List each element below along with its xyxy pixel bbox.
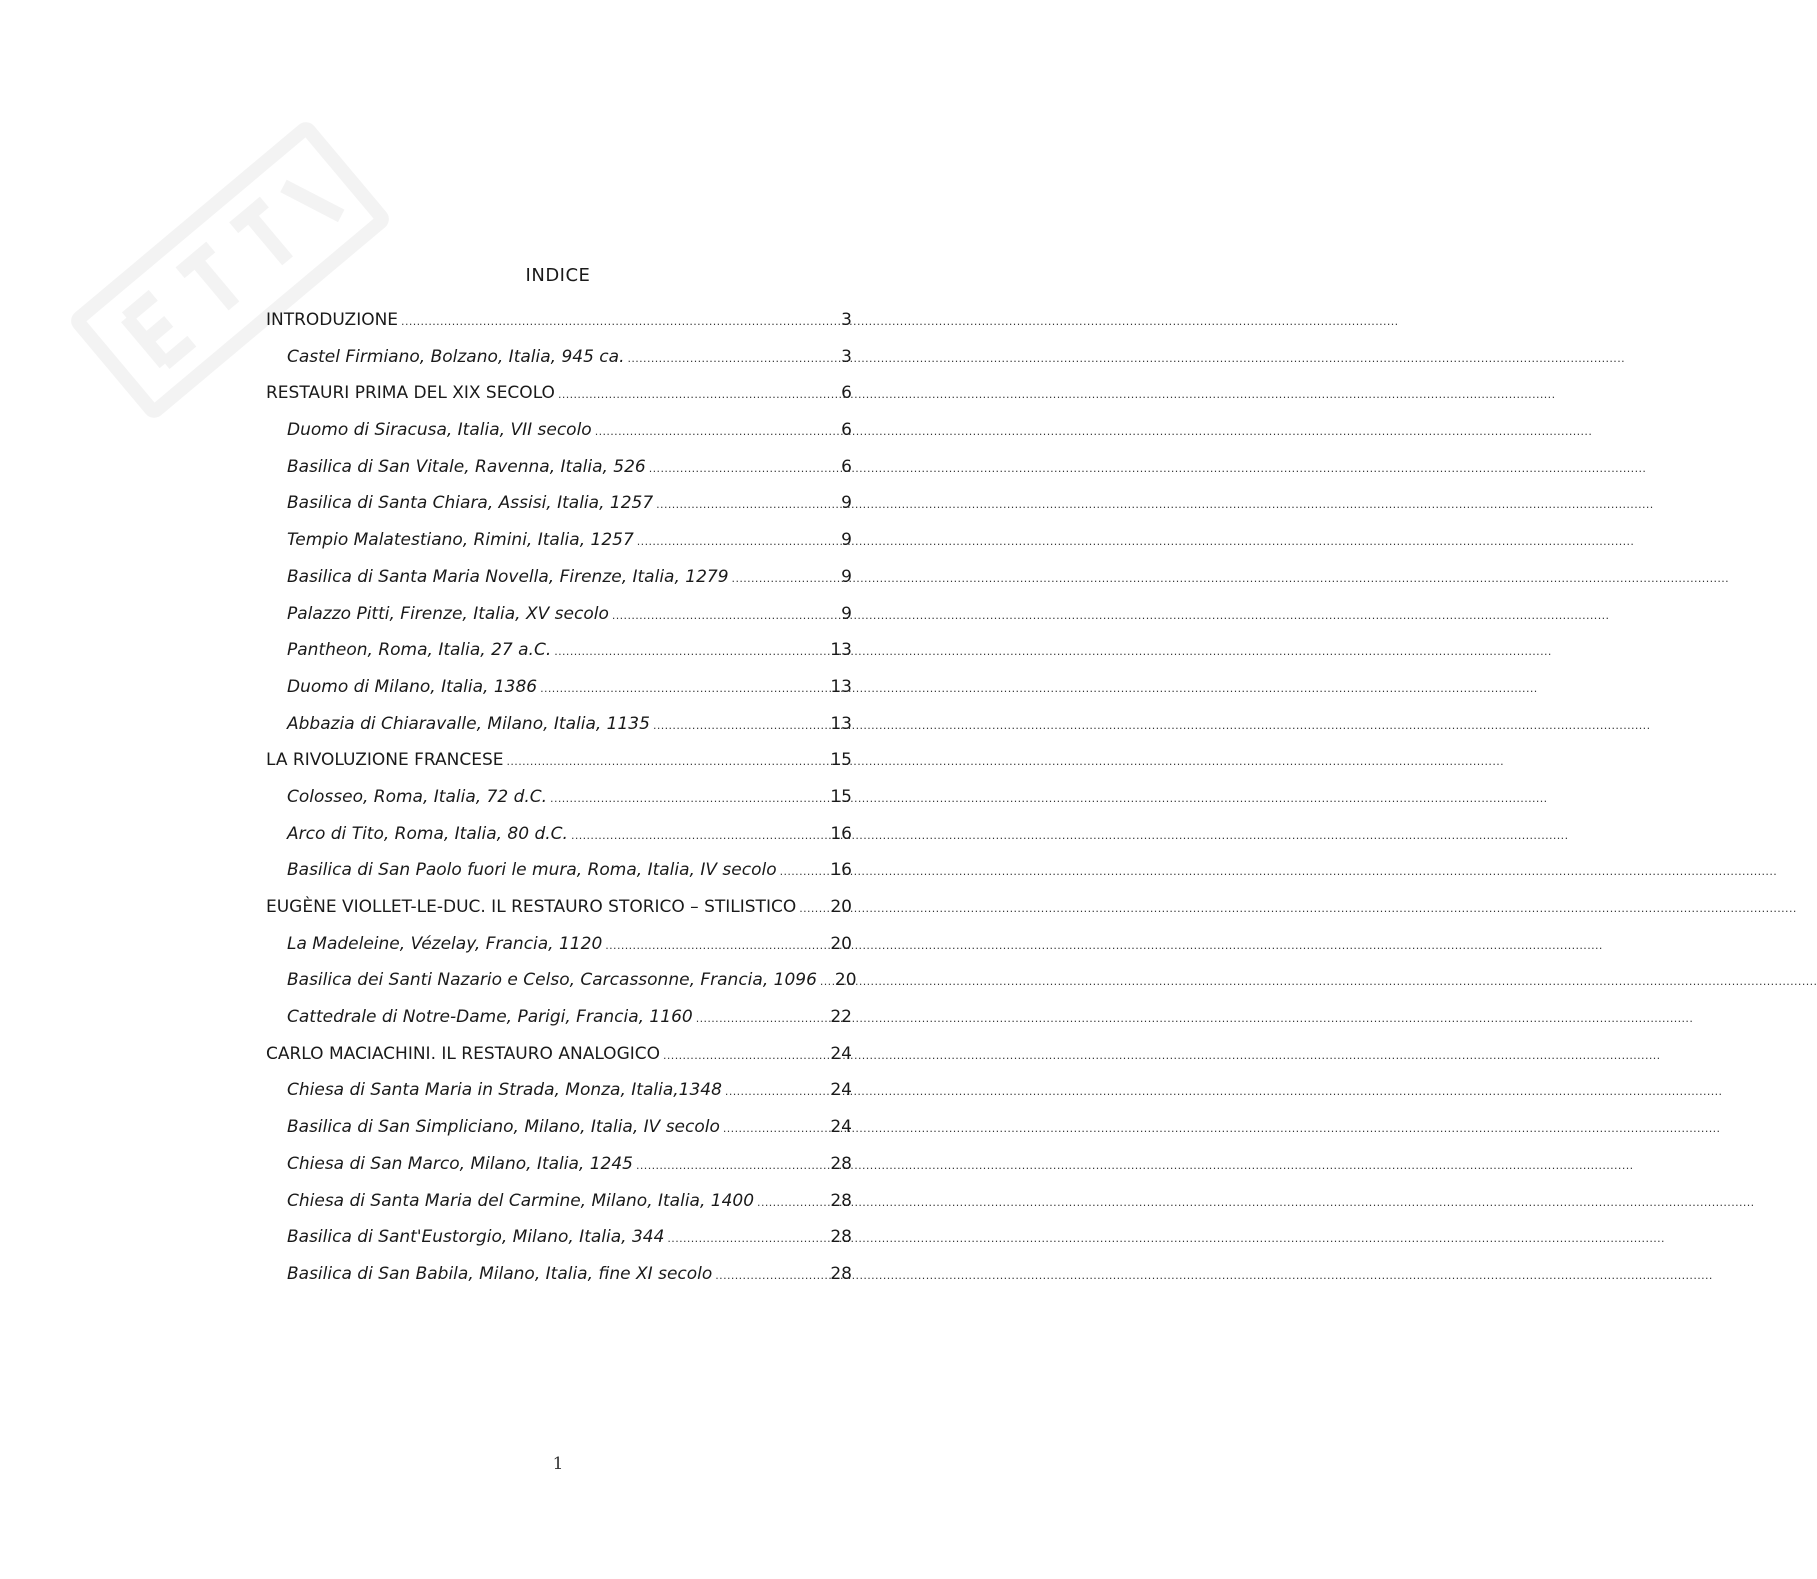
toc-entry-title: Palazzo Pitti, Firenze, Italia, XV secolo xyxy=(287,603,609,624)
toc-section-entry[interactable] xyxy=(266,816,852,853)
toc-dot-leader xyxy=(649,449,835,488)
toc-entry-page: 6 xyxy=(841,420,852,441)
toc-entry-page: 15 xyxy=(830,786,852,807)
toc-entry-page: 16 xyxy=(830,860,852,881)
toc-chapter-entry[interactable] xyxy=(266,1036,852,1073)
toc-dot-leader xyxy=(715,1256,827,1295)
toc-dot-leader xyxy=(799,889,827,928)
toc-dot-leader xyxy=(653,706,827,745)
toc-section-entry[interactable] xyxy=(266,449,852,486)
table-of-contents xyxy=(266,302,857,1293)
toc-entry-title: Basilica di Santa Maria Novella, Firenze, Italia, 1279 xyxy=(287,566,729,587)
toc-entry-title: Cattedrale di Notre-Dame, Parigi, Francia, 1160 xyxy=(287,1007,693,1028)
toc-entry-page: 24 xyxy=(830,1080,852,1101)
toc-dot-leader xyxy=(401,302,835,341)
toc-entry-title: Tempio Malatestiano, Rimini, Italia, 1257 xyxy=(287,530,634,551)
toc-entry-title: RESTAURI PRIMA DEL XIX SECOLO xyxy=(266,383,555,404)
toc-entry-page: 9 xyxy=(841,603,852,624)
toc-entry-page: 9 xyxy=(841,530,852,551)
toc-section-entry[interactable] xyxy=(266,962,857,999)
toc-section-entry[interactable] xyxy=(266,559,852,596)
toc-dot-leader xyxy=(637,522,835,561)
toc-chapter-entry[interactable] xyxy=(266,889,852,926)
toc-entry-title: Chiesa di San Marco, Milano, Italia, 1245 xyxy=(287,1153,633,1174)
toc-dot-leader xyxy=(550,779,827,818)
toc-section-entry[interactable] xyxy=(266,632,852,669)
toc-entry-title: Castel Firmiano, Bolzano, Italia, 945 ca. xyxy=(287,346,625,367)
toc-entry-page: 3 xyxy=(841,310,852,330)
toc-section-entry[interactable] xyxy=(266,412,852,449)
toc-dot-leader xyxy=(725,1072,827,1111)
toc-entry-title: Duomo di Siracusa, Italia, VII secolo xyxy=(287,420,592,441)
toc-dot-leader xyxy=(507,742,828,781)
toc-entry-title: Colosseo, Roma, Italia, 72 d.C. xyxy=(287,786,548,807)
toc-entry-title: Arco di Tito, Roma, Italia, 80 d.C. xyxy=(287,823,568,844)
toc-entry-title: EUGÈNE VIOLLET-LE-DUC. IL RESTAURO STORICO – STILISTICO xyxy=(266,897,797,917)
toc-section-entry[interactable] xyxy=(266,1109,852,1146)
toc-entry-page: 20 xyxy=(830,897,852,917)
toc-entry-title: INTRODUZIONE xyxy=(266,310,399,330)
toc-chapter-entry[interactable] xyxy=(266,742,852,779)
toc-chapter-entry[interactable] xyxy=(266,375,852,412)
toc-entry-page: 20 xyxy=(830,933,852,954)
toc-entry-title: Basilica di Santa Chiara, Assisi, Italia, 1257 xyxy=(287,493,654,514)
toc-dot-leader xyxy=(571,816,827,855)
toc-dot-leader xyxy=(757,1183,827,1222)
toc-dot-leader xyxy=(656,485,835,524)
toc-dot-leader xyxy=(540,669,827,708)
toc-chapter-entry[interactable] xyxy=(266,302,852,339)
toc-section-entry[interactable] xyxy=(266,999,852,1036)
toc-section-entry[interactable] xyxy=(266,1219,852,1256)
toc-dot-leader xyxy=(605,926,827,965)
toc-title: INDICE xyxy=(525,265,591,286)
toc-section-entry[interactable] xyxy=(266,1183,852,1220)
toc-dot-leader xyxy=(554,632,827,671)
toc-section-entry[interactable] xyxy=(266,485,852,522)
toc-section-entry[interactable] xyxy=(266,1072,852,1109)
toc-entry-title: Basilica di Sant'Eustorgio, Milano, Italia, 344 xyxy=(287,1227,665,1248)
toc-entry-page: 16 xyxy=(830,823,852,844)
toc-entry-page: 15 xyxy=(830,750,852,771)
toc-section-entry[interactable] xyxy=(266,596,852,633)
toc-entry-page: 22 xyxy=(830,1007,852,1028)
toc-section-entry[interactable] xyxy=(266,1256,852,1293)
toc-entry-page: 13 xyxy=(830,713,852,734)
toc-entry-page: 24 xyxy=(830,1117,852,1138)
toc-entry-page: 24 xyxy=(830,1043,852,1064)
toc-entry-title: Chiesa di Santa Maria del Carmine, Milano, Italia, 1400 xyxy=(287,1190,755,1211)
toc-entry-title: Basilica di San Babila, Milano, Italia, fine XI secolo xyxy=(287,1263,713,1284)
toc-section-entry[interactable] xyxy=(266,706,852,743)
toc-entry-page: 28 xyxy=(830,1263,852,1284)
toc-section-entry[interactable] xyxy=(266,669,852,706)
toc-dot-leader xyxy=(595,412,835,451)
toc-entry-title: Basilica di San Paolo fuori le mura, Roma, Italia, IV secolo xyxy=(287,860,777,881)
toc-entry-title: LA RIVOLUZIONE FRANCESE xyxy=(266,750,504,771)
toc-entry-title: La Madeleine, Vézelay, Francia, 1120 xyxy=(287,933,603,954)
toc-entry-page: 6 xyxy=(841,383,852,404)
toc-dot-leader xyxy=(696,999,828,1038)
toc-entry-page: 13 xyxy=(830,640,852,661)
toc-section-entry[interactable] xyxy=(266,779,852,816)
toc-entry-page: 9 xyxy=(841,493,852,514)
toc-section-entry[interactable] xyxy=(266,926,852,963)
toc-entry-title: Basilica di San Vitale, Ravenna, Italia, 526 xyxy=(287,456,646,477)
toc-dot-leader xyxy=(558,375,835,414)
toc-entry-title: Chiesa di Santa Maria in Strada, Monza, Italia,1348 xyxy=(287,1080,722,1101)
toc-entry-page: 28 xyxy=(830,1190,852,1211)
toc-section-entry[interactable] xyxy=(266,522,852,559)
toc-entry-title: Duomo di Milano, Italia, 1386 xyxy=(287,676,538,697)
toc-dot-leader xyxy=(612,596,835,635)
toc-dot-leader xyxy=(820,962,832,1001)
toc-entry-title: Pantheon, Roma, Italia, 27 a.C. xyxy=(287,640,552,661)
toc-entry-page: 28 xyxy=(830,1227,852,1248)
toc-dot-leader xyxy=(667,1219,827,1258)
toc-entry-page: 20 xyxy=(834,970,857,991)
toc-entry-page: 3 xyxy=(841,346,852,367)
toc-section-entry[interactable] xyxy=(266,852,852,889)
toc-entry-title: Abbazia di Chiaravalle, Milano, Italia, 1135 xyxy=(287,713,650,734)
toc-section-entry[interactable] xyxy=(266,339,852,376)
page-number: 1 xyxy=(552,1454,564,1474)
toc-entry-title: Basilica di San Simpliciano, Milano, Italia, IV secolo xyxy=(287,1117,720,1138)
toc-entry-page: 6 xyxy=(841,456,852,477)
toc-entry-title: CARLO MACIACHINI. IL RESTAURO ANALOGICO xyxy=(266,1043,661,1064)
toc-dot-leader xyxy=(636,1146,827,1185)
toc-entry-page: 28 xyxy=(830,1153,852,1174)
toc-dot-leader xyxy=(723,1109,827,1148)
toc-section-entry[interactable] xyxy=(266,1146,852,1183)
toc-dot-leader xyxy=(663,1036,827,1075)
toc-entry-title: Basilica dei Santi Nazario e Celso, Carcassonne, Francia, 1096 xyxy=(287,970,817,991)
toc-entry-page: 9 xyxy=(841,566,852,587)
toc-dot-leader xyxy=(627,339,835,378)
toc-dot-leader xyxy=(732,559,835,598)
toc-entry-page: 13 xyxy=(830,676,852,697)
toc-dot-leader xyxy=(780,852,828,891)
